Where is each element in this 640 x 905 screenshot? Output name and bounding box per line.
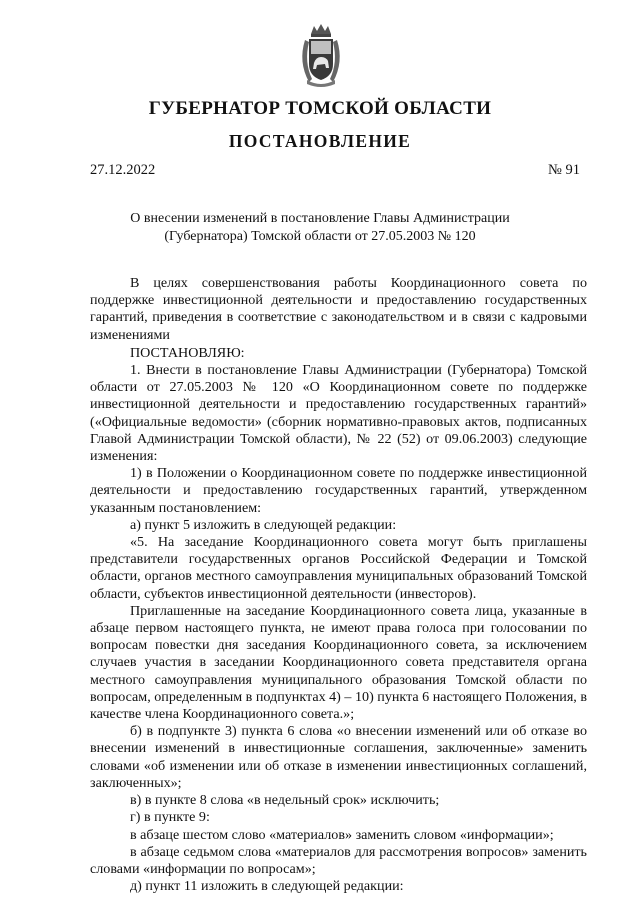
document-type: ПОСТАНОВЛЕНИЕ: [228, 131, 412, 151]
document-body: [90, 275, 587, 895]
paragraph: б) в подпункте 3) пункта 6 слова «о внесении изменений или об отказе во внесении изменений в инвестиционные соглашения, заключенные» заменить словами «об изменении или об отказе в изменении инвестиционных соглашений, заключенных»;: [90, 723, 587, 791]
paragraph: в абзаце шестом слово «материалов» заменить словом «информации»;: [130, 826, 554, 843]
document-date: 27.12.2022: [90, 162, 156, 178]
paragraph: в) в пункте 8 слова «в недельный срок» исключить;: [130, 792, 440, 809]
paragraph: 1) в Положении о Координационном совете по поддержке инвестиционной деятельности и предоставлению государственных гарантий, утвержденном указанным постановлением:: [90, 465, 587, 516]
subject-line-1: О внесении изменений в постановление Главы Администрации: [130, 211, 510, 226]
document-subject: [120, 210, 520, 245]
paragraph: Приглашенные на заседание Координационного совета лица, указанные в абзаце первом настоящего пункта, не имеют права голоса при голосовании по вопросам повестки дня заседания Координационного совета, за исключением случаев участия в заседании Координационного совета представителя органа местного самоуправления муниципального образования Томской области по вопросам, определенным в подпунктах 4) – 10) пункта 6 настоящего Положения, в качестве члена Координационного совета.»;: [90, 602, 587, 723]
paragraph: 1. Внести в постановление Главы Администрации (Губернатора) Томской области от 27.05.2003 № 120 «О Координационном совете по поддержке инвестиционной деятельности и предоставлению государственных гарантий» («Официальные ведомости» (сборник нормативно-правовых актов, подписанных Главой Администрации Томской области), № 22 (52) от 09.06.2003) следующие изменения:: [90, 362, 587, 465]
coat-of-arms-icon: [295, 22, 347, 88]
paragraph: г) в пункте 9:: [130, 809, 210, 826]
preamble: В целях совершенствования работы Координационного совета по поддержке инвестиционной деятельности и предоставлению государственных гарантий, приведения в соответствие с законодательством и в связи с кадровыми изменениями: [90, 275, 587, 343]
paragraph: а) пункт 5 изложить в следующей редакции:: [130, 516, 397, 533]
paragraph: «5. На заседание Координационного совета могут быть приглашены представители государственных органов Российской Федерации и Томской области, органов местного самоуправления муниципальных образований Томской области, субъектов инвестиционной деятельности (инвесторов).: [90, 534, 587, 602]
paragraph: д) пункт 11 изложить в следующей редакции:: [130, 878, 404, 895]
document-number: № 91: [548, 162, 580, 178]
governor-title: ГУБЕРНАТОР ТОМСКОЙ ОБЛАСТИ: [148, 98, 492, 119]
paragraph: в абзаце седьмом слова «материалов для рассмотрения вопросов» заменить словами «информации по вопросам»;: [90, 843, 587, 877]
subject-line-2: (Губернатора) Томской области от 27.05.2003 № 120: [164, 228, 476, 244]
command: ПОСТАНОВЛЯЮ:: [130, 344, 245, 361]
